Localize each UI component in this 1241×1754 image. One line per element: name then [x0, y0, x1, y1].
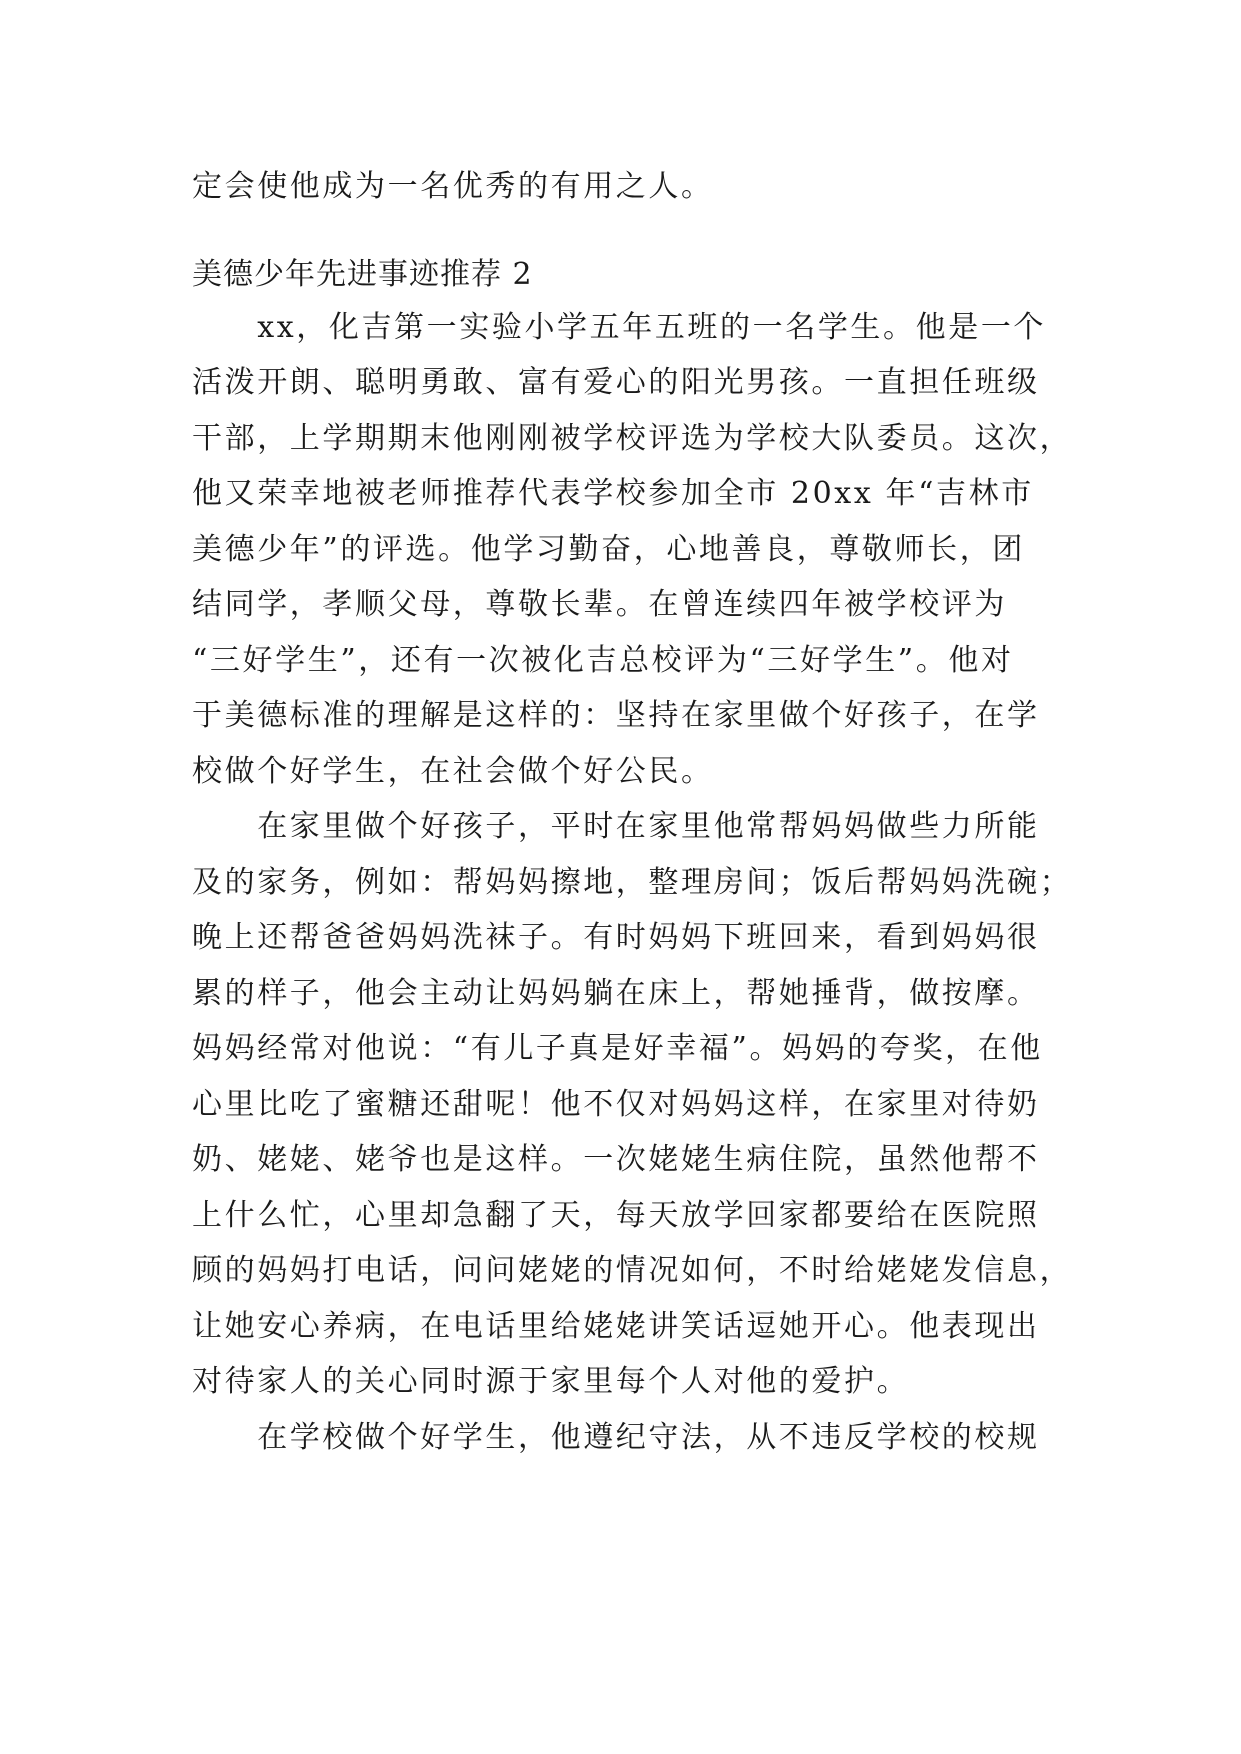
text-line: xx，化吉第一实验小学五年五班的一名学生。他是一个	[192, 310, 1047, 345]
text-line: 妈妈经常对他说：“有儿子真是好幸福”。妈妈的夸奖，在他	[192, 1031, 1043, 1066]
text-line: 干部，上学期期末他刚刚被学校评选为学校大队委员。这次，	[192, 421, 1073, 456]
text-line: 于美德标准的理解是这样的：坚持在家里做个好孩子，在学	[192, 698, 1040, 733]
text-line: 活泼开朗、聪明勇敢、富有爱心的阳光男孩。一直担任班级	[192, 365, 1040, 400]
text-line: 晚上还帮爸爸妈妈洗袜子。有时妈妈下班回来，看到妈妈很	[192, 920, 1040, 955]
section-heading: 美德少年先进事迹推荐 2	[192, 257, 533, 292]
text-line: 定会使他成为一名优秀的有用之人。	[192, 169, 714, 204]
text-line: 心里比吃了蜜糖还甜呢！他不仅对妈妈这样，在家里对待奶	[192, 1087, 1040, 1122]
text-line: 让她安心养病，在电话里给姥姥讲笑话逗她开心。他表现出	[192, 1309, 1040, 1344]
text-line: “三好学生”，还有一次被化吉总校评为“三好学生”。他对	[192, 643, 1014, 678]
text-line: 校做个好学生，在社会做个好公民。	[192, 754, 714, 789]
text-line: 在家里做个好孩子，平时在家里他常帮妈妈做些力所能	[192, 809, 1040, 844]
text-line: 他又荣幸地被老师推荐代表学校参加全市 20xx 年“吉林市	[192, 476, 1034, 511]
text-line: 奶、姥姥、姥爷也是这样。一次姥姥生病住院，虽然他帮不	[192, 1142, 1040, 1177]
text-line: 在学校做个好学生，他遵纪守法，从不违反学校的校规	[192, 1420, 1040, 1455]
text-line: 顾的妈妈打电话，问问姥姥的情况如何，不时给姥姥发信息，	[192, 1253, 1073, 1288]
text-line: 累的样子，他会主动让妈妈躺在床上，帮她捶背，做按摩。	[192, 976, 1040, 1011]
text-line: 上什么忙，心里却急翻了天，每天放学回家都要给在医院照	[192, 1198, 1040, 1233]
text-line: 及的家务，例如：帮妈妈擦地，整理房间；饭后帮妈妈洗碗；	[192, 865, 1073, 900]
text-line: 结同学，孝顺父母，尊敬长辈。在曾连续四年被学校评为	[192, 587, 1007, 622]
text-line: 美德少年”的评选。他学习勤奋，心地善良，尊敬师长，团	[192, 532, 1025, 567]
text-line: 对待家人的关心同时源于家里每个人对他的爱护。	[192, 1364, 910, 1399]
